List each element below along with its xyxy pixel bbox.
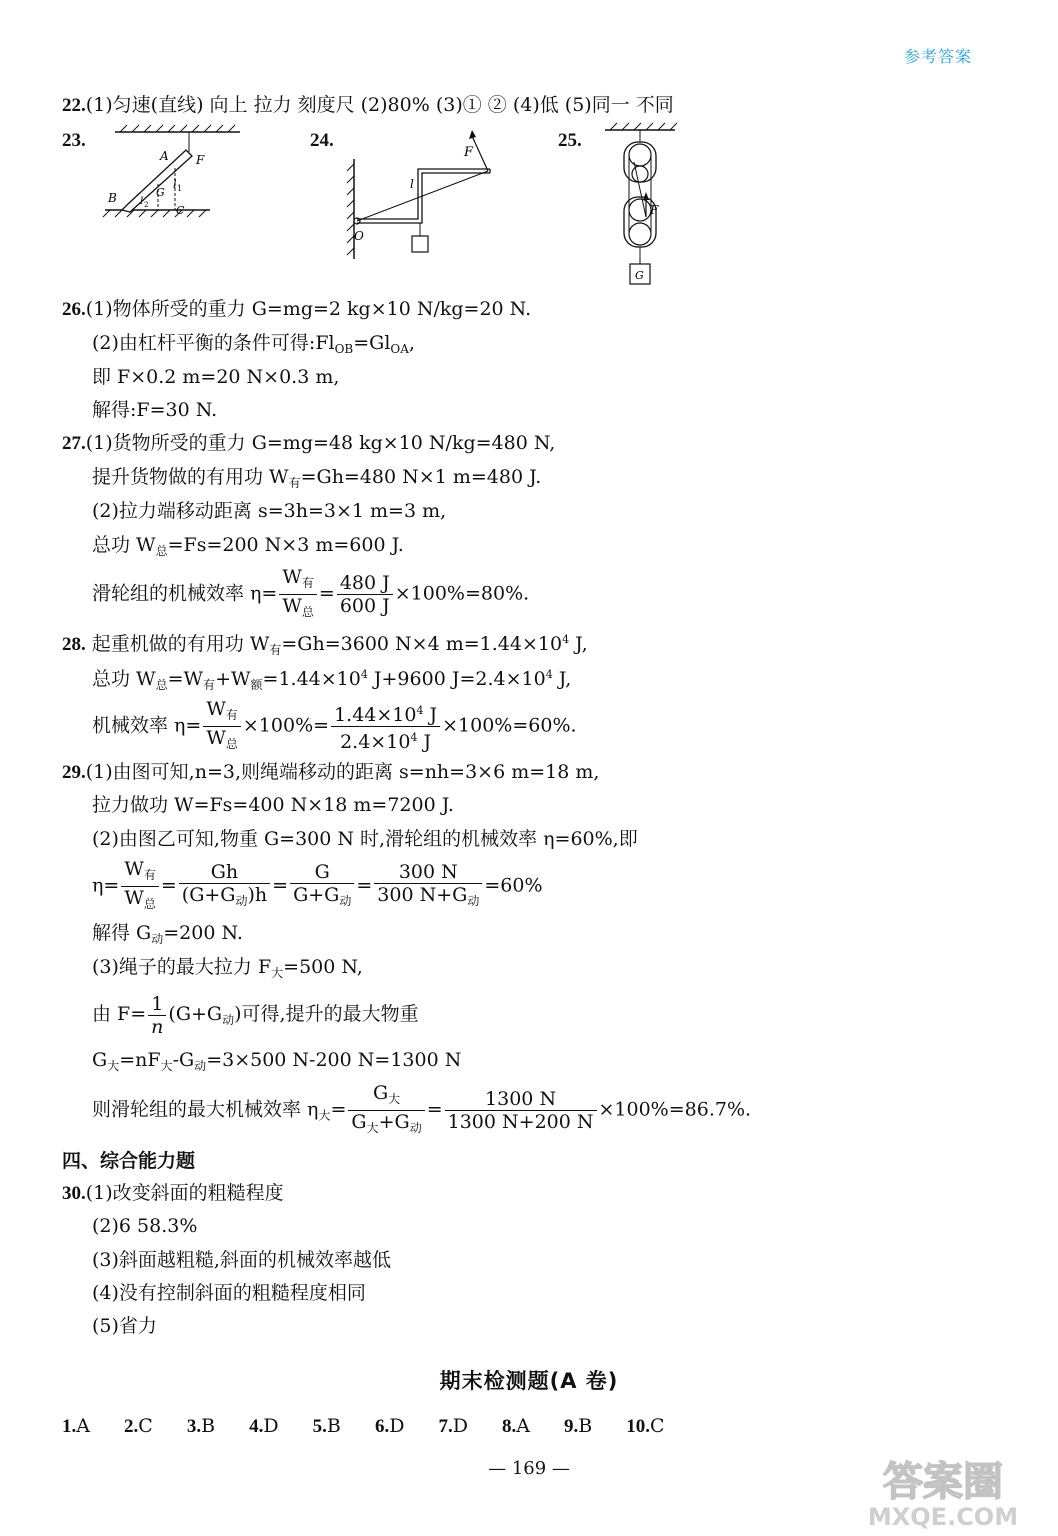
mc-answer: 8.A <box>502 1415 530 1437</box>
fig23-label-g: G <box>156 186 165 199</box>
mc-answer: 7.D <box>438 1415 468 1437</box>
q29-line7: 由 F= $\frac{1}{n}$ $(G+G_动)$可得,提升的最大物重 <box>92 992 419 1038</box>
q29-line6: (3)绳子的最大拉力 $F_大=500$ N, <box>92 956 363 980</box>
q29-efficiency-equation: η= $\frac{W_有}{W_总}$ = $\frac{Gh}{(G+G_动)h}$ = $\frac{G}{G+G_动}$ = $\frac{300 N}{300 N+G_动}$ =60% <box>92 858 543 911</box>
fig23-label-c: C <box>176 204 185 217</box>
q27-line3: (2)拉力端移动距离 s=3h=3×1 m=3 m, <box>92 500 447 522</box>
q27-text-5b: ×100%=80%. <box>394 582 530 605</box>
q29-line3: (2)由图乙可知,物重 G=300 N 时,滑轮组的机械效率 η=60%,即 <box>92 828 638 850</box>
fig23-label-l1-sub: 1 <box>177 184 183 193</box>
q29-line1: 29.(1)由图可知,n=3,则绳端移动的距离 s=nh=3×6 m=18 m, <box>62 761 600 783</box>
q28-number: 28. <box>62 634 86 655</box>
page-number: — 169 — <box>488 1458 570 1479</box>
mc-answer: 3.B <box>186 1415 216 1437</box>
mc-answer: 6.D <box>374 1415 405 1437</box>
q26-text-2-mid: =Gl <box>353 332 391 354</box>
q30-line1: 30.(1)改变斜面的粗糙程度 <box>62 1182 284 1204</box>
mc-answer: 2.C <box>124 1415 153 1437</box>
fig25-label-f: F <box>650 203 659 217</box>
q28-fraction-j: $\frac{1.44\times 10^4 J}{2.4\times 10^4 J}$ <box>331 700 440 753</box>
q28-fraction-w: $\frac{W_有}{W_总}$ <box>203 698 241 755</box>
q27-line4 <box>92 532 404 564</box>
mc-answer: 4.D <box>249 1415 279 1437</box>
q27-sub-zong: 总 <box>155 544 168 558</box>
section-title: 四、综合能力题 <box>62 1150 196 1172</box>
q27-fraction-j: $\frac{480 J}{600 J}$ <box>337 572 393 617</box>
fig24-label-l: l <box>410 177 414 191</box>
fig23-label-l2-sub: 2 <box>144 201 149 209</box>
fig24-label-o: O <box>354 229 364 243</box>
q27-text-2b: =Gh=480 N×1 m=480 J. <box>300 466 542 488</box>
q27-efficiency-line <box>92 566 529 623</box>
q26-number: 26. <box>62 299 86 320</box>
q26-text-2: (2)由杠杆平衡的条件可得:Fl <box>92 332 335 354</box>
q26-line4: 解得:F=30 N. <box>92 399 218 421</box>
fig25-number: 25. <box>558 130 582 151</box>
q28-line1: 28. 起重机做的有用功 $W_有=Gh=3600$ N×4 $m=1.44\times 10^4$ J, <box>62 633 588 657</box>
figure-23-lever-diagram <box>100 122 250 222</box>
svg-text:MXQE.COM: MXQE.COM <box>867 1503 1019 1530</box>
q26-line2 <box>92 330 415 362</box>
q26-sub-oa: OA <box>390 342 409 356</box>
q26-text-2-end: , <box>408 332 415 354</box>
mc-answer: 5.B <box>312 1415 341 1437</box>
multiple-choice-answers <box>62 1413 693 1440</box>
fig24-label-f: F <box>464 145 474 160</box>
fig23-number: 23. <box>62 130 86 151</box>
q27-eq: = <box>318 582 335 605</box>
q27-sub-you: 有 <box>288 476 301 490</box>
q22 <box>62 92 674 119</box>
mc-answer: 1.A <box>62 1415 90 1437</box>
q26-text-1: (1)物体所受的重力 G=mg=2 kg×10 N/kg=20 N. <box>85 298 532 320</box>
q27-text-5a: 滑轮组的机械效率 η= <box>92 582 278 605</box>
q26-line1 <box>62 296 531 323</box>
mc-answer: 9.B <box>564 1415 593 1437</box>
q29-max-efficiency-line: 则滑轮组的最大机械效率 $\eta_大=$ $\frac{G_大}{G_大+G_动}$ = $\frac{1300 N}{1300 N+200 N}$ ×100%=86.7%. <box>92 1082 752 1135</box>
q27-text-4b: =Fs=200 N×3 m=600 J. <box>167 534 404 556</box>
q29-line8: $G_大=nF_大-G_动=3\times 500$ N-200 N=1300 N <box>92 1049 462 1073</box>
q22-text: (1)匀速(直线) 向上 拉力 刻度尺 (2)80% (3)① ② (4)低 (5)同一 不同 <box>85 94 674 116</box>
q27-text-1: (1)货物所受的重力 G=mg=48 kg×10 N/kg=480 N, <box>85 432 556 454</box>
fig24-number: 24. <box>310 130 334 151</box>
q27-fraction-w: $\frac{W_有}{W_总}$ <box>279 566 317 623</box>
fig23-label-b: B <box>108 191 117 205</box>
q29-number: 29. <box>62 762 86 783</box>
fig25-label-g: G <box>635 269 644 282</box>
q28-efficiency-line: 机械效率 η= $\frac{W_有}{W_总}$ ×100%= $\frac{1.44\times 10^4 J}{2.4\times 10^4 J}$ ×100%=60%. <box>92 698 577 753</box>
q22-number: 22. <box>62 95 86 116</box>
q26-sub-ob: OB <box>334 342 354 356</box>
figure-25-pulley-diagram <box>600 122 680 292</box>
q30-line4: (4)没有控制斜面的粗糙程度相同 <box>92 1282 366 1304</box>
q30-line2: (2)6 58.3% <box>92 1215 198 1237</box>
svg-text:答案圈: 答案圈 <box>883 1459 1003 1505</box>
q30-number: 30. <box>62 1183 86 1204</box>
fig23-label-l2: l <box>140 196 144 207</box>
q29-line2: 拉力做功 W=Fs=400 N×18 m=7200 J. <box>92 794 454 816</box>
q27-line2 <box>92 464 541 496</box>
watermark-logo <box>848 1455 1038 1530</box>
q27-line1 <box>62 430 555 457</box>
q30-line3: (3)斜面越粗糙,斜面的机械效率越低 <box>92 1249 391 1271</box>
q27-text-2a: 提升货物做的有用功 W <box>92 466 289 488</box>
figure-24-bent-lever-diagram <box>340 124 510 264</box>
q27-text-4a: 总功 W <box>92 534 156 556</box>
fig23-label-f: F <box>196 153 205 167</box>
mc-answer: 10.C <box>626 1415 665 1437</box>
q30-line5: (5)省力 <box>92 1315 157 1337</box>
q26-line3: 即 F×0.2 m=20 N×0.3 m, <box>92 366 340 388</box>
fig23-label-l1: l <box>173 178 177 191</box>
exam-title: 期末检测题(A 卷) <box>439 1369 619 1393</box>
fig23-label-a: A <box>160 149 169 163</box>
q27-number: 27. <box>62 433 86 454</box>
q29-line5: 解得 $G_动=200$ N. <box>92 922 243 946</box>
q28-line2: 总功 $W_总=W_有+W_额=1.44\times 10^4$ J+9600 $J=2.4\times 10^4$ J, <box>92 668 572 692</box>
header-tag: 参考答案 <box>903 47 972 66</box>
